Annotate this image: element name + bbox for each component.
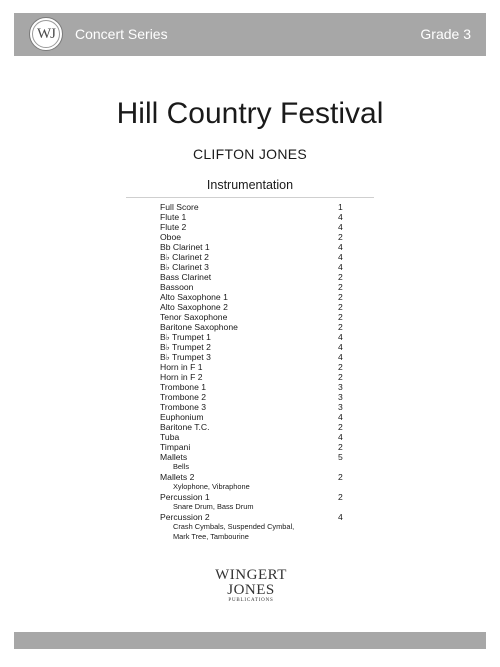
- part-row: [160, 352, 350, 362]
- part-row: [160, 222, 350, 232]
- part-count: 2: [338, 292, 343, 302]
- heading-divider: [126, 197, 374, 198]
- part-name: Timpani: [160, 442, 191, 452]
- part-name: Trombone 1: [160, 382, 207, 392]
- part-name: Alto Saxophone 2: [160, 302, 228, 312]
- part-row: [160, 322, 350, 332]
- part-name: B♭ Trumpet 2: [160, 342, 211, 352]
- footer-band: [14, 632, 486, 649]
- part-detail: Bells: [173, 462, 190, 471]
- part-count: 2: [338, 302, 343, 312]
- part-detail: Xylophone, Vibraphone: [173, 482, 250, 491]
- part-count: 4: [338, 332, 343, 342]
- part-row: [160, 232, 350, 242]
- part-row: [160, 402, 350, 412]
- part-count: 4: [338, 242, 343, 252]
- part-count: 4: [338, 252, 343, 262]
- part-name: B♭ Clarinet 3: [160, 262, 209, 272]
- series-label: Concert Series: [75, 26, 168, 42]
- part-row: [160, 332, 350, 342]
- part-count: 2: [338, 362, 343, 372]
- publisher-name-line1: WINGERT: [215, 567, 287, 583]
- instrumentation-heading: Instrumentation: [206, 178, 294, 192]
- part-name: Bass Clarinet: [160, 272, 212, 282]
- part-count: 2: [338, 322, 343, 332]
- part-count: 4: [338, 352, 343, 362]
- publisher-name-line3: PUBLICATIONS: [228, 598, 274, 603]
- part-name: Oboe: [160, 232, 182, 242]
- part-row: [160, 432, 350, 442]
- part-name: Flute 1: [160, 212, 187, 222]
- part-name: Full Score: [160, 202, 199, 212]
- part-row: [160, 242, 350, 252]
- part-name: Bb Clarinet 1: [160, 242, 210, 252]
- part-row: [160, 302, 350, 312]
- part-count: 1: [338, 202, 343, 212]
- publisher-logo-mark: [205, 568, 297, 608]
- part-row: [160, 412, 350, 422]
- part-name: Tenor Saxophone: [160, 312, 228, 322]
- part-row: [160, 492, 350, 502]
- grade-label: Grade 3: [420, 26, 471, 42]
- header-band: [14, 13, 486, 56]
- part-count: 2: [338, 422, 343, 432]
- piece-title: Hill Country Festival: [116, 97, 384, 130]
- part-row: [160, 252, 350, 262]
- part-row: [160, 422, 350, 432]
- part-row: [160, 442, 350, 452]
- part-row: [160, 212, 350, 222]
- publisher-logo: [29, 17, 63, 51]
- part-detail: Mark Tree, Tambourine: [173, 532, 249, 541]
- instrumentation-list: [160, 202, 350, 542]
- part-count: 4: [338, 342, 343, 352]
- part-name: Percussion 2: [160, 512, 210, 522]
- part-name: Tuba: [160, 432, 180, 442]
- part-name: Flute 2: [160, 222, 187, 232]
- part-row: [160, 342, 350, 352]
- part-row: [160, 382, 350, 392]
- part-count: 2: [338, 232, 343, 242]
- composer-name: CLIFTON JONES: [192, 146, 308, 162]
- part-detail: Snare Drum, Bass Drum: [173, 502, 254, 511]
- part-count: 4: [338, 412, 343, 422]
- part-count: 4: [338, 262, 343, 272]
- part-detail: Crash Cymbals, Suspended Cymbal,: [173, 522, 295, 531]
- part-row: [160, 472, 350, 482]
- part-name: Alto Saxophone 1: [160, 292, 228, 302]
- part-name: Baritone T.C.: [160, 422, 210, 432]
- part-name: Trombone 3: [160, 402, 207, 412]
- part-count: 2: [338, 492, 343, 502]
- part-name: Percussion 1: [160, 492, 210, 502]
- part-count: 3: [338, 402, 343, 412]
- part-row: [160, 312, 350, 322]
- part-count: 4: [338, 222, 343, 232]
- part-count: 2: [338, 282, 343, 292]
- logo-ring: [32, 20, 60, 48]
- part-count: 2: [338, 272, 343, 282]
- part-row: [160, 362, 350, 372]
- part-name: Mallets 2: [160, 472, 195, 482]
- part-count: 2: [338, 472, 343, 482]
- part-row: [160, 452, 350, 462]
- part-name: Baritone Saxophone: [160, 322, 238, 332]
- part-row: [160, 202, 350, 212]
- logo-text: WJ: [37, 25, 55, 42]
- part-count: 2: [338, 372, 343, 382]
- part-name: Euphonium: [160, 412, 204, 422]
- part-name: B♭ Clarinet 2: [160, 252, 209, 262]
- part-count: 4: [338, 212, 343, 222]
- part-row: [160, 512, 350, 522]
- part-name: Horn in F 2: [160, 372, 203, 382]
- part-row: [160, 282, 350, 292]
- part-name: Mallets: [160, 452, 188, 462]
- part-row: [160, 292, 350, 302]
- part-row: [160, 262, 350, 272]
- part-count: 3: [338, 392, 343, 402]
- part-row: [160, 272, 350, 282]
- part-name: B♭ Trumpet 3: [160, 352, 211, 362]
- publisher-name-line2: JONES: [227, 582, 275, 598]
- part-name: Bassoon: [160, 282, 194, 292]
- part-row: [160, 392, 350, 402]
- part-count: 4: [338, 432, 343, 442]
- part-count: 5: [338, 452, 343, 462]
- part-count: 2: [338, 312, 343, 322]
- part-name: Trombone 2: [160, 392, 207, 402]
- part-count: 4: [338, 512, 343, 522]
- part-name: B♭ Trumpet 1: [160, 332, 211, 342]
- part-row: [160, 372, 350, 382]
- part-name: Horn in F 1: [160, 362, 203, 372]
- part-count: 2: [338, 442, 343, 452]
- part-count: 3: [338, 382, 343, 392]
